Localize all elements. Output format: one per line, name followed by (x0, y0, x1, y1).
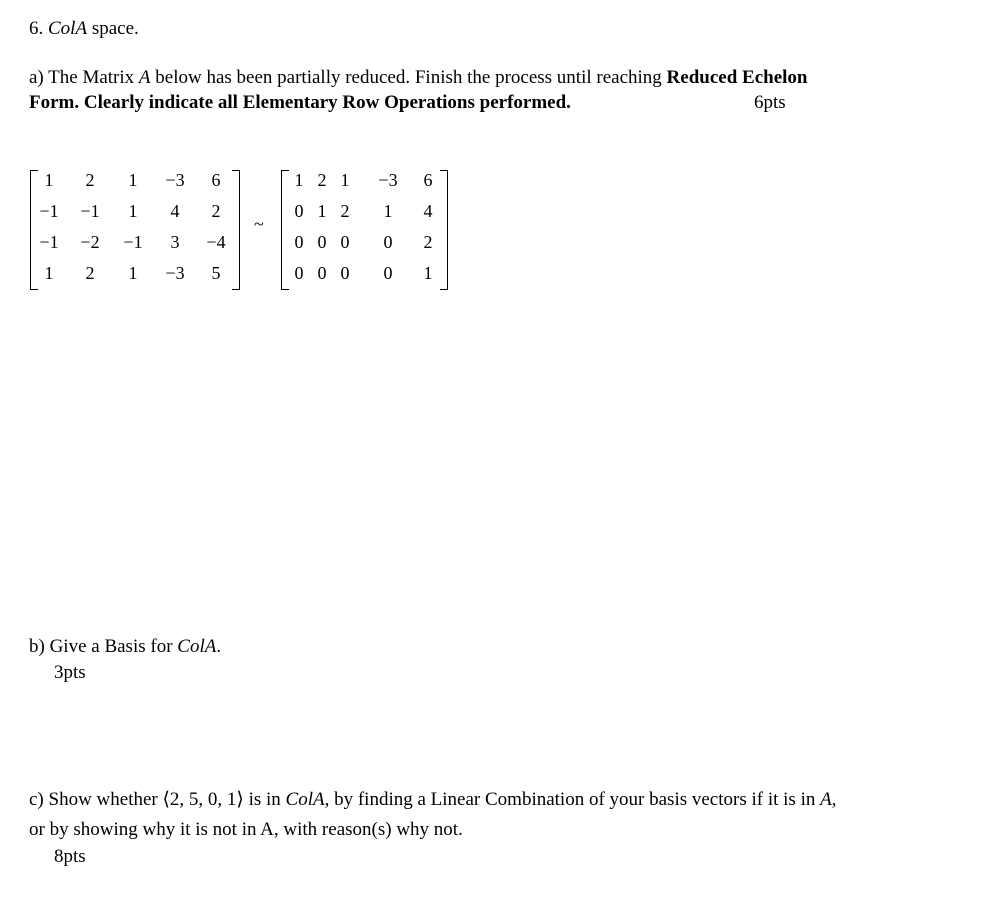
matrix-right-cell-r2-c4: 1 (383, 201, 393, 221)
matrix-left-cell-r4-c5: 5 (211, 263, 221, 283)
matrix-right-cell-r3-c4: 0 (383, 232, 393, 252)
part-c-line2: or by showing why it is not in A, with reason(s) why not. (29, 819, 463, 840)
question-title-colA: ColA (48, 18, 88, 39)
matrix-right-cell-r4-c3: 0 (340, 263, 350, 283)
matrix-left-cell-r1-c4: −3 (165, 170, 185, 190)
matrix-left-cell-r2-c5: 2 (211, 201, 221, 221)
matrix-left-cell-r1-c5: 6 (211, 170, 221, 190)
part-b-prefix: b) Give a Basis for (29, 636, 178, 657)
matrix-left-cell-r4-c3: 1 (128, 263, 138, 283)
matrix-left-cell-r2-c4: 4 (170, 201, 180, 221)
part-c-prefix: c) Show whether (29, 789, 163, 810)
matrix-right-cell-r3-c3: 0 (340, 232, 350, 252)
matrix-left-cell-r4-c2: 2 (85, 263, 95, 283)
matrix-left-cell-r3-c2: −2 (80, 232, 100, 252)
part-b-line1 (29, 636, 221, 658)
matrix-right-cell-r4-c4: 0 (383, 263, 393, 283)
part-b-points: 3pts (54, 662, 86, 683)
matrix-right-cell-r1-c4: −3 (378, 170, 398, 190)
matrix-right-cell-r3-c5: 2 (423, 232, 433, 252)
equivalence-tilde: ~ (254, 214, 264, 234)
matrix-right-cell-r2-c2: 1 (317, 201, 327, 221)
matrix-left-cell-r1-c3: 1 (128, 170, 138, 190)
matrix-right-cell-r2-c1: 0 (294, 201, 304, 221)
part-a-prefix: a) The Matrix (29, 67, 139, 88)
matrix-left-cell-r4-c1: 1 (44, 263, 54, 283)
matrix-right-cell-r3-c1: 0 (294, 232, 304, 252)
question-title (29, 18, 139, 40)
matrix-right-cell-r4-c2: 0 (317, 263, 327, 283)
part-c-points: 8pts (54, 846, 86, 867)
part-b-colA: ColA (177, 636, 217, 657)
part-a-points: 6pts (754, 92, 786, 113)
part-a-line1 (29, 67, 807, 89)
matrix-left-cell-r4-c4: −3 (165, 263, 185, 283)
question-number: 6. (29, 18, 44, 39)
matrix-left-cell-r2-c2: −1 (80, 201, 100, 221)
part-c-colA: ColA (285, 789, 325, 810)
question-title-rest: space. (87, 18, 139, 39)
part-a-text: below has been partially reduced. Finish the process until reaching (150, 67, 667, 88)
part-c-mid2: , by finding a Linear Combination of your basis vectors if it is in (324, 789, 821, 810)
matrix-left-cell-r2-c3: 1 (128, 201, 138, 221)
matrix-right-cell-r2-c5: 4 (423, 201, 433, 221)
matrix-right-cell-r2-c3: 2 (340, 201, 350, 221)
matrix-right (281, 166, 448, 292)
matrix-right-cell-r4-c5: 1 (423, 263, 433, 283)
matrix-left-cell-r3-c4: 3 (170, 232, 180, 252)
matrix-left-cell-r1-c1: 1 (44, 170, 54, 190)
matrix-left-cell-r3-c3: −1 (123, 232, 143, 252)
part-c-line1 (29, 788, 836, 811)
part-a-bold1: Reduced Echelon (666, 67, 808, 88)
matrix-right-cell-r1-c2: 2 (317, 170, 327, 190)
matrix-left-cell-r2-c1: −1 (39, 201, 59, 221)
matrix-right-cell-r1-c3: 1 (340, 170, 350, 190)
matrix-right-cell-r4-c1: 0 (294, 263, 304, 283)
matrix-left-cell-r3-c1: −1 (39, 232, 59, 252)
matrix-right-cell-r3-c2: 0 (317, 232, 327, 252)
part-c-var-a: A (820, 789, 832, 810)
part-b-suffix: . (216, 636, 222, 657)
part-a-line2: Form. Clearly indicate all Elementary Row Operations performed. (29, 92, 571, 113)
matrix-right-cell-r1-c1: 1 (294, 170, 304, 190)
matrix-left-cell-r1-c2: 2 (85, 170, 95, 190)
matrix-left (30, 166, 240, 292)
part-c-vector: ⟨2, 5, 0, 1⟩ (162, 789, 244, 810)
matrix-left-cell-r3-c5: −4 (206, 232, 226, 252)
part-c-mid: is in (243, 789, 286, 810)
part-a-var-a: A (138, 67, 151, 88)
part-c-end: , (831, 789, 837, 810)
matrix-right-cell-r1-c5: 6 (423, 170, 433, 190)
matrix-left-bracket-close (232, 170, 240, 290)
